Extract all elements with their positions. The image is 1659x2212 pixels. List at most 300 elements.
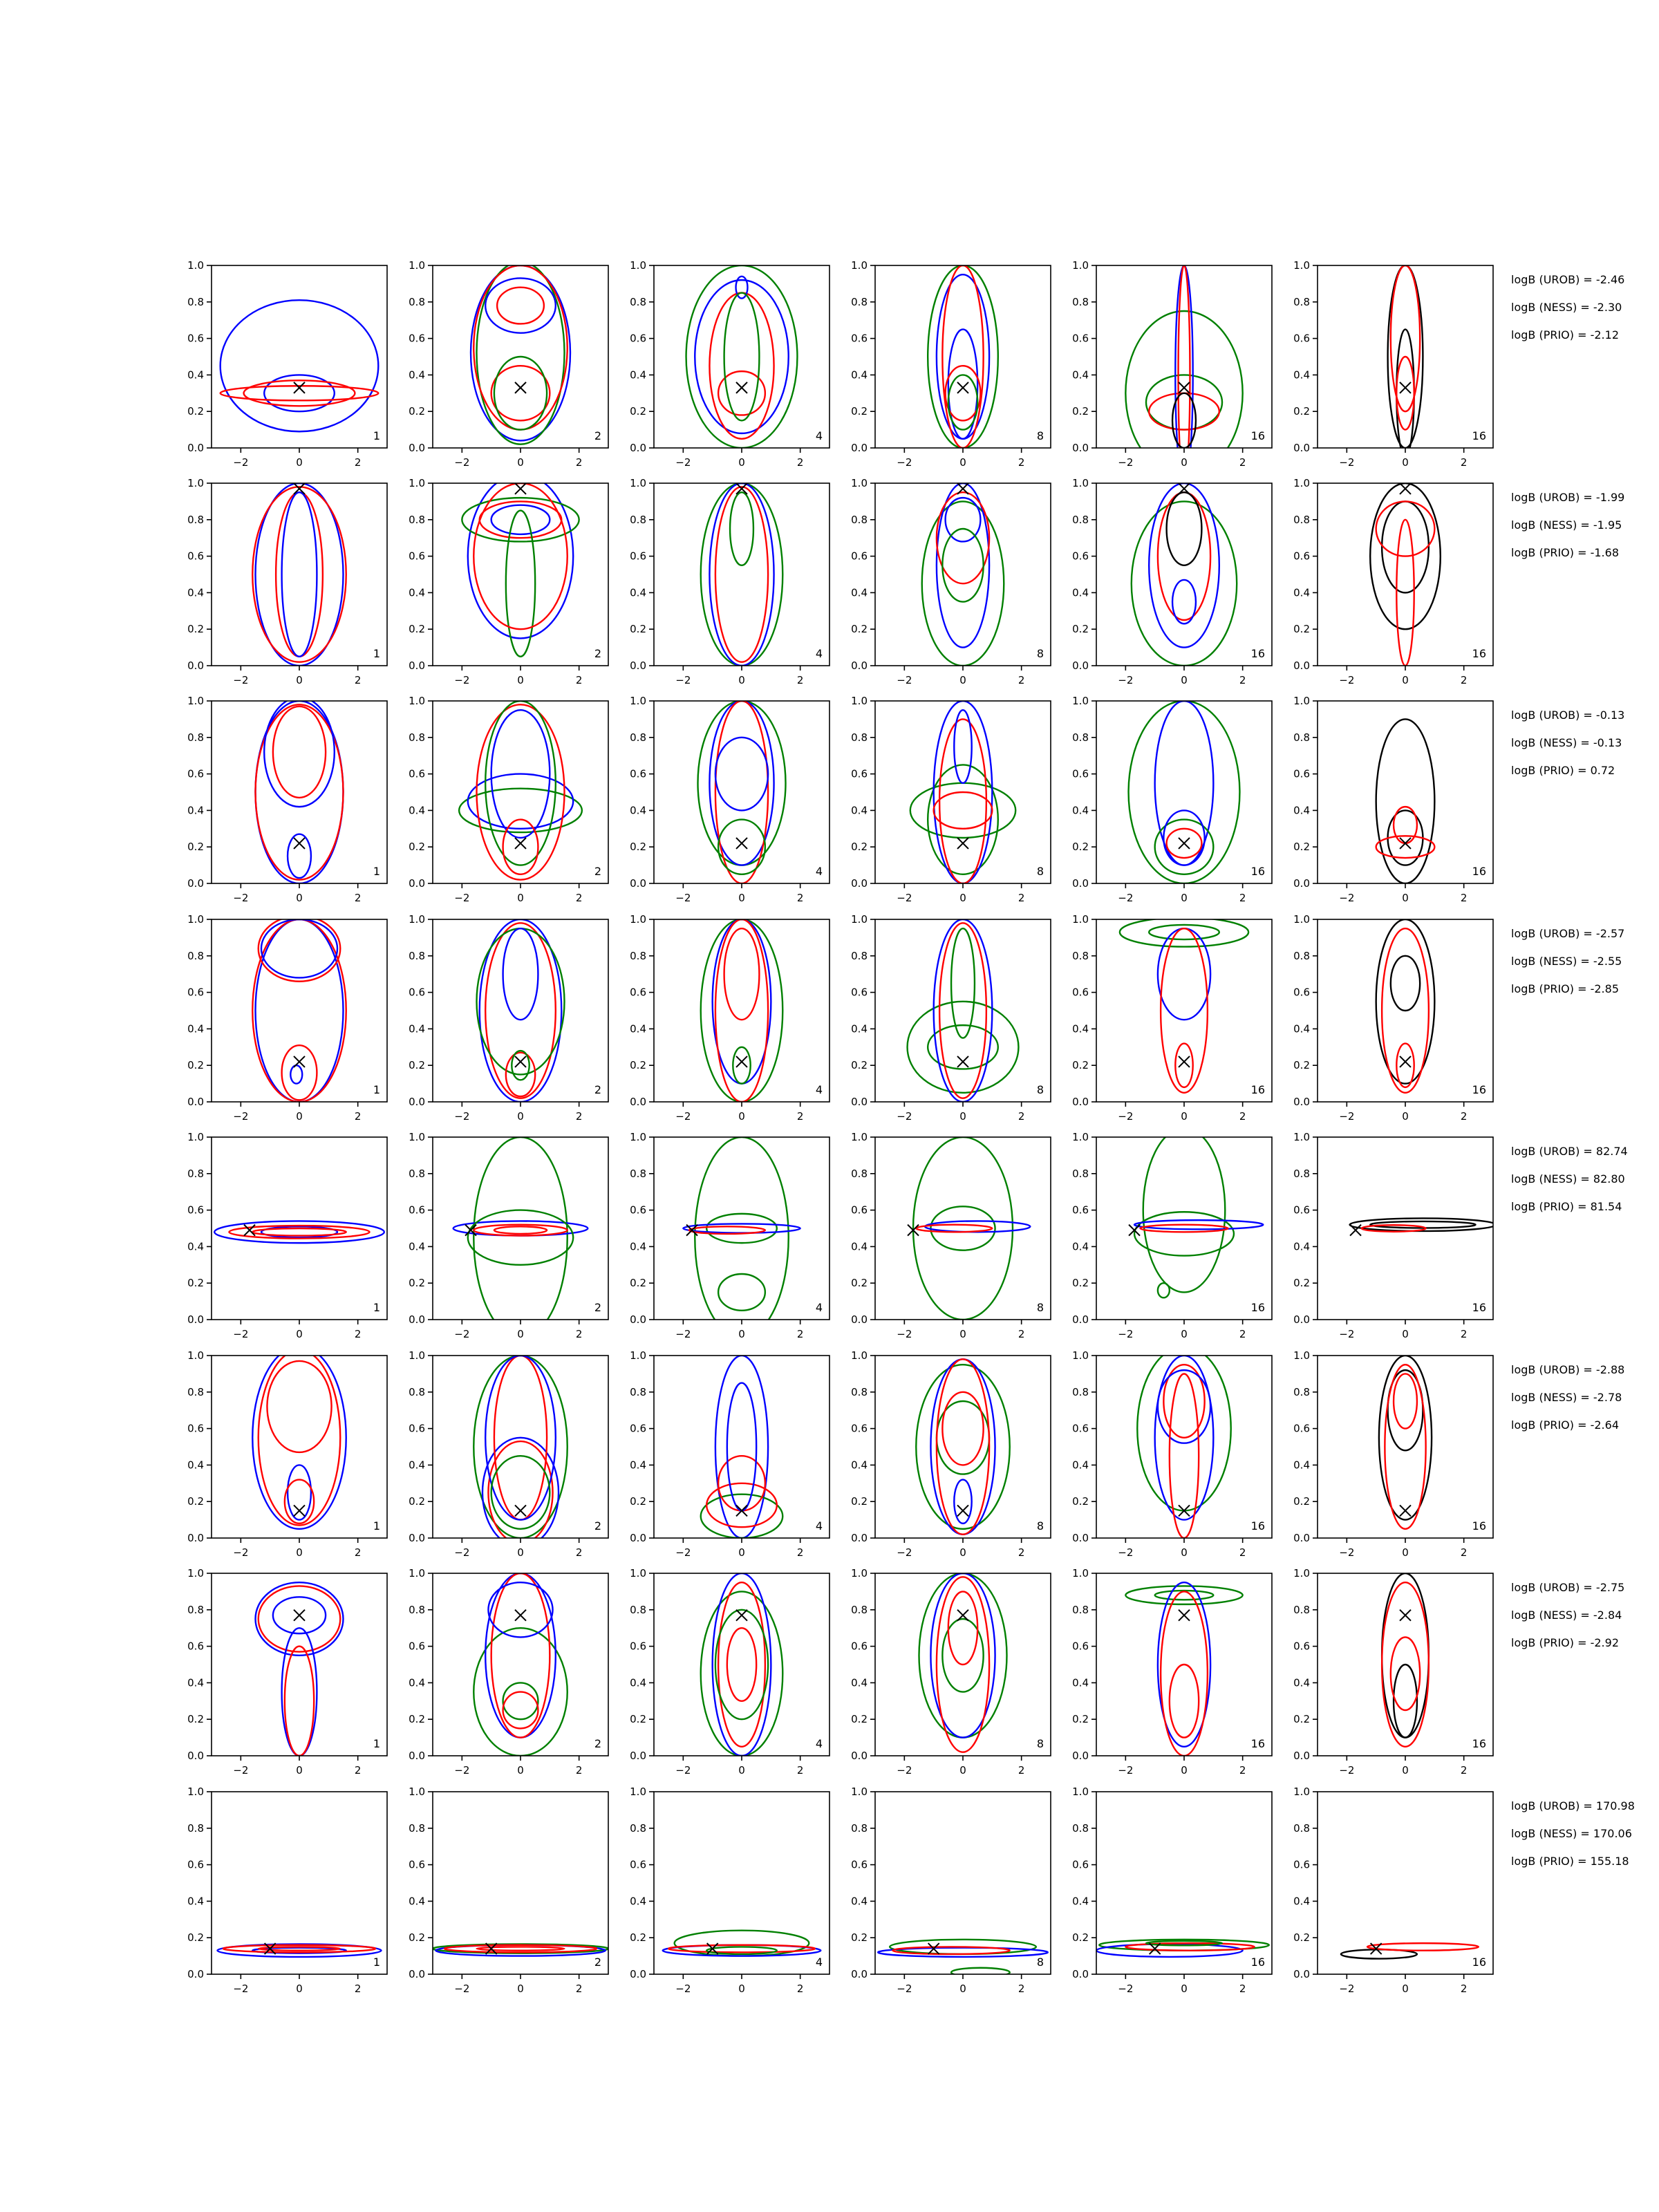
x-tick-label: 2 <box>354 1983 362 1995</box>
panel-label: 8 <box>1036 1956 1044 1969</box>
panel-plot-area <box>1350 1218 1497 1231</box>
contour-red <box>1376 501 1435 556</box>
contour-red <box>937 492 989 583</box>
x-tick-label: 2 <box>1018 674 1025 686</box>
x-tick-label: 0 <box>1181 1546 1188 1559</box>
logb-text: logB (UROB) = 170.98 <box>1511 1799 1635 1812</box>
panel-r8-c2 <box>409 1785 608 1995</box>
x-tick-label: 2 <box>796 674 804 686</box>
panel-r7-c6 <box>1293 1567 1493 1777</box>
contour-blue <box>214 1221 384 1243</box>
x-tick-label: 2 <box>1018 1328 1025 1340</box>
x-tick-label: 0 <box>959 1546 966 1559</box>
panel-r5-c5 <box>1072 1128 1272 1340</box>
contour-red <box>1391 265 1420 411</box>
panel-r8-c3 <box>630 1785 830 1995</box>
x-tick-label: −2 <box>897 1764 912 1777</box>
x-tick-label: −2 <box>675 456 691 469</box>
x-tick-label: −2 <box>1339 1764 1355 1777</box>
y-tick-label: 0.2 <box>187 1713 204 1726</box>
y-tick-label: 0.6 <box>409 1858 425 1871</box>
panel-plot-area <box>471 262 570 444</box>
x-tick-label: −2 <box>897 674 912 686</box>
y-tick-label: 0.2 <box>630 623 646 636</box>
contour-red <box>939 719 986 883</box>
y-tick-label: 0.0 <box>187 659 204 672</box>
x-tick-label: 2 <box>575 1110 583 1123</box>
y-tick-label: 0.6 <box>187 550 204 563</box>
y-tick-label: 0.8 <box>851 1167 868 1180</box>
x-tick-label: 0 <box>738 1546 745 1559</box>
y-tick-label: 0.2 <box>187 1277 204 1290</box>
contour-blue <box>503 928 538 1020</box>
contour-blue <box>485 278 556 332</box>
x-tick-label: 2 <box>1239 1546 1246 1559</box>
x-tick-label: 0 <box>517 674 524 686</box>
y-tick-label: 0.2 <box>187 841 204 854</box>
x-tick-label: −2 <box>897 1328 912 1340</box>
y-tick-label: 0.8 <box>630 1167 646 1180</box>
y-tick-label: 0.8 <box>1293 513 1310 526</box>
panel-label: 8 <box>1036 647 1044 660</box>
panel-plot-area <box>910 701 1015 883</box>
x-tick-label: 2 <box>1239 1328 1246 1340</box>
contour-blue <box>282 1628 317 1756</box>
x-tick-label: 2 <box>354 1328 362 1340</box>
panel-plot-area <box>1379 1356 1432 1529</box>
contour-green <box>919 1573 1007 1738</box>
y-tick-label: 0.4 <box>851 368 868 382</box>
contour-green <box>695 1137 788 1338</box>
x-tick-label: 2 <box>1460 1764 1468 1777</box>
x-tick-label: 2 <box>354 456 362 469</box>
panel-label: 2 <box>594 865 601 878</box>
panel-r5-c6 <box>1293 1131 1496 1340</box>
y-tick-label: 0.0 <box>1072 659 1089 672</box>
x-tick-label: 2 <box>1460 456 1468 469</box>
y-tick-label: 0.8 <box>187 1385 204 1398</box>
panel-plot-area <box>453 1137 588 1338</box>
y-tick-label: 1.0 <box>851 913 868 926</box>
y-tick-label: 1.0 <box>1293 695 1310 707</box>
y-tick-label: 0.0 <box>1293 1968 1310 1980</box>
x-tick-label: −2 <box>1118 1328 1134 1340</box>
x-tick-label: −2 <box>233 892 249 904</box>
contour-red <box>939 923 986 1098</box>
y-tick-label: 0.2 <box>851 1931 868 1944</box>
x-tick-label: 0 <box>738 674 745 686</box>
x-tick-label: 0 <box>1402 1764 1409 1777</box>
contour-black <box>1382 1573 1429 1738</box>
logb-text: logB (NESS) = 170.06 <box>1511 1827 1632 1840</box>
x-tick-label: 0 <box>1402 674 1409 686</box>
contour-blue <box>256 1582 344 1656</box>
contour-red <box>724 928 760 1020</box>
y-tick-label: 0.6 <box>1293 332 1310 345</box>
contour-green <box>1125 1586 1242 1604</box>
y-tick-label: 0.4 <box>409 1240 425 1253</box>
axes-frame <box>654 1573 830 1756</box>
y-tick-label: 0.8 <box>630 1385 646 1398</box>
contour-black <box>1382 501 1429 592</box>
panel-r6-c3 <box>630 1349 830 1559</box>
x-tick-label: 2 <box>1018 892 1025 904</box>
panel-r4-c1 <box>187 913 387 1123</box>
y-tick-label: 0.2 <box>630 1059 646 1072</box>
logb-text: logB (PRIO) = 155.18 <box>1511 1855 1629 1868</box>
x-tick-label: −2 <box>233 1110 249 1123</box>
panel-r8-c5 <box>1072 1785 1272 1995</box>
y-tick-label: 0.4 <box>409 1895 425 1908</box>
y-tick-label: 0.0 <box>187 877 204 890</box>
axes-frame <box>212 1573 387 1756</box>
y-tick-label: 0.4 <box>1293 1240 1310 1253</box>
panel-plot-area <box>1376 719 1435 883</box>
y-tick-label: 0.4 <box>187 1240 204 1253</box>
panel-plot-area <box>459 701 582 880</box>
panel-label: 2 <box>594 1519 601 1533</box>
y-tick-label: 0.0 <box>409 1968 425 1980</box>
panel-r7-c2 <box>409 1567 608 1777</box>
panel-plot-area <box>1134 1128 1263 1298</box>
x-tick-label: −2 <box>675 1983 691 1995</box>
y-tick-label: 0.4 <box>1293 1022 1310 1035</box>
y-tick-label: 0.8 <box>1072 1821 1089 1835</box>
panel-label: 2 <box>594 647 601 660</box>
y-tick-label: 0.0 <box>1293 1750 1310 1762</box>
panel-r3-c1 <box>187 695 387 904</box>
panel-plot-area <box>686 265 798 448</box>
panel-label: 16 <box>1250 1083 1265 1096</box>
y-tick-label: 0.2 <box>409 623 425 636</box>
panel-plot-area <box>701 483 783 666</box>
y-tick-label: 0.2 <box>1072 1713 1089 1726</box>
x-tick-label: −2 <box>1118 892 1134 904</box>
panel-plot-area <box>1137 1347 1230 1538</box>
y-tick-label: 0.0 <box>851 1532 868 1544</box>
panel-label: 1 <box>373 647 380 660</box>
x-tick-label: −2 <box>897 892 912 904</box>
panel-label: 1 <box>373 429 380 442</box>
y-tick-label: 0.4 <box>851 586 868 599</box>
panel-plot-area <box>252 916 346 1102</box>
panel-label: 16 <box>1472 647 1486 660</box>
y-tick-label: 0.6 <box>409 767 425 780</box>
contour-green <box>1143 1128 1226 1293</box>
y-tick-label: 0.8 <box>409 1603 425 1616</box>
panel-plot-area <box>1125 1582 1242 1756</box>
y-tick-label: 0.0 <box>630 1532 646 1544</box>
y-tick-label: 0.0 <box>851 1096 868 1108</box>
y-tick-label: 0.8 <box>409 295 425 308</box>
panel-r2-c3 <box>630 477 830 686</box>
panel-plot-area <box>256 1582 344 1756</box>
y-tick-label: 0.8 <box>409 1385 425 1398</box>
logb-text: logB (PRIO) = -1.68 <box>1511 546 1619 559</box>
y-tick-label: 0.2 <box>1293 1713 1310 1726</box>
x-tick-label: −2 <box>675 1110 691 1123</box>
y-tick-label: 0.6 <box>630 332 646 345</box>
contour-red <box>252 487 346 662</box>
x-tick-label: 0 <box>959 456 966 469</box>
y-tick-label: 0.0 <box>1072 442 1089 454</box>
x-tick-label: 0 <box>1402 892 1409 904</box>
y-tick-label: 0.2 <box>187 1059 204 1072</box>
x-tick-label: −2 <box>233 674 249 686</box>
x-tick-label: 2 <box>1239 892 1246 904</box>
y-tick-label: 1.0 <box>630 1349 646 1362</box>
panel-label: 1 <box>373 1519 380 1533</box>
y-tick-label: 0.4 <box>630 368 646 382</box>
x-tick-label: 0 <box>1181 456 1188 469</box>
x-tick-label: 2 <box>354 674 362 686</box>
contour-red <box>1376 836 1435 858</box>
y-tick-label: 0.2 <box>851 1713 868 1726</box>
contour-green <box>1155 820 1214 874</box>
contour-green <box>1149 925 1219 939</box>
panel-r7-c5 <box>1072 1567 1272 1777</box>
x-tick-label: 2 <box>1460 674 1468 686</box>
y-tick-label: 0.6 <box>630 767 646 780</box>
x-tick-label: 0 <box>959 1983 966 1995</box>
x-tick-label: 2 <box>1239 1983 1246 1995</box>
contour-red <box>1170 1374 1199 1538</box>
y-tick-label: 0.4 <box>630 804 646 817</box>
y-tick-label: 0.6 <box>1293 1858 1310 1871</box>
panel-label: 1 <box>373 1301 380 1314</box>
panel-plot-area <box>698 701 786 883</box>
contour-green <box>948 375 977 429</box>
x-tick-label: −2 <box>675 674 691 686</box>
panel-r4-c5 <box>1072 913 1272 1123</box>
x-tick-label: 0 <box>959 1764 966 1777</box>
y-tick-label: 1.0 <box>1293 477 1310 489</box>
contour-blue <box>1163 810 1204 865</box>
x-tick-label: −2 <box>1118 456 1134 469</box>
y-tick-label: 1.0 <box>630 913 646 926</box>
contour-blue <box>288 834 311 878</box>
panel-label: 16 <box>1250 1956 1265 1969</box>
panel-label: 16 <box>1250 865 1265 878</box>
y-tick-label: 0.8 <box>851 949 868 962</box>
panel-label: 4 <box>815 1083 823 1096</box>
y-tick-label: 0.0 <box>630 877 646 890</box>
x-tick-label: 2 <box>796 1546 804 1559</box>
axes-frame <box>1096 1792 1272 1974</box>
contour-red <box>491 366 550 420</box>
logb-text: logB (NESS) = -2.84 <box>1511 1609 1622 1622</box>
y-tick-label: 0.6 <box>409 1203 425 1217</box>
contour-green <box>951 928 975 1038</box>
y-tick-label: 0.8 <box>851 1385 868 1398</box>
y-tick-label: 1.0 <box>187 913 204 926</box>
y-tick-label: 1.0 <box>1072 259 1089 272</box>
y-tick-label: 0.4 <box>1072 368 1089 382</box>
axes-frame <box>875 919 1051 1102</box>
contour-green <box>724 293 760 421</box>
panel-r3-c2 <box>409 695 608 904</box>
panel-label: 16 <box>1472 865 1486 878</box>
panel-plot-area <box>878 1940 1048 1977</box>
y-tick-label: 1.0 <box>409 1785 425 1798</box>
y-tick-label: 1.0 <box>187 1131 204 1143</box>
y-tick-label: 0.0 <box>851 877 868 890</box>
contour-red <box>491 1573 550 1738</box>
x-tick-label: −2 <box>454 1983 470 1995</box>
y-tick-label: 0.4 <box>630 1676 646 1689</box>
y-tick-label: 0.6 <box>630 986 646 999</box>
x-tick-label: −2 <box>1339 892 1355 904</box>
panel-r6-c1 <box>187 1347 387 1559</box>
panel-r5-c4 <box>851 1131 1051 1340</box>
contour-green <box>701 1494 783 1538</box>
contour-blue <box>491 505 550 534</box>
y-tick-label: 1.0 <box>187 1567 204 1580</box>
contour-blue <box>282 492 317 657</box>
x-tick-label: 2 <box>1239 1110 1246 1123</box>
logb-text: logB (UROB) = -0.13 <box>1511 709 1625 722</box>
axes-frame <box>212 701 387 883</box>
contour-red <box>485 923 556 1098</box>
axes-frame <box>654 483 830 666</box>
y-tick-label: 0.0 <box>630 1313 646 1326</box>
panel-r5-c1 <box>187 1131 387 1340</box>
panel-label: 16 <box>1250 1737 1265 1750</box>
panel-plot-area <box>701 919 783 1102</box>
y-tick-label: 0.2 <box>1293 623 1310 636</box>
contour-red <box>706 1483 777 1527</box>
y-tick-label: 0.4 <box>851 804 868 817</box>
y-tick-label: 0.6 <box>409 986 425 999</box>
panel-plot-area <box>919 1573 1007 1752</box>
contour-red <box>244 380 355 406</box>
panel-plot-area <box>433 1944 608 1956</box>
y-tick-label: 0.8 <box>187 949 204 962</box>
panel-plot-area <box>1376 919 1435 1093</box>
y-tick-label: 0.0 <box>409 877 425 890</box>
panel-label: 8 <box>1036 1301 1044 1314</box>
axes-frame <box>433 701 608 883</box>
y-tick-label: 0.0 <box>409 1313 425 1326</box>
x-tick-label: −2 <box>233 1764 249 1777</box>
contour-red <box>1385 1365 1425 1529</box>
x-tick-label: 2 <box>354 1764 362 1777</box>
y-tick-label: 1.0 <box>630 259 646 272</box>
y-tick-label: 0.4 <box>851 1240 868 1253</box>
x-tick-label: 2 <box>354 1546 362 1559</box>
x-tick-label: −2 <box>1339 1546 1355 1559</box>
y-tick-label: 1.0 <box>1072 913 1089 926</box>
panel-r3-c6 <box>1293 695 1493 904</box>
y-tick-label: 0.2 <box>851 1495 868 1508</box>
contour-black <box>1394 1665 1417 1738</box>
x-tick-label: 2 <box>575 1328 583 1340</box>
panel-r5-c2 <box>409 1131 608 1340</box>
y-tick-label: 0.6 <box>851 986 868 999</box>
panel-label: 16 <box>1472 1519 1486 1533</box>
y-tick-label: 0.8 <box>1072 1385 1089 1398</box>
axes-frame <box>875 483 1051 666</box>
x-tick-label: 2 <box>575 892 583 904</box>
y-tick-label: 0.6 <box>1072 1640 1089 1653</box>
panel-r1-c5 <box>1072 259 1272 485</box>
panel-r2-c6 <box>1293 477 1493 686</box>
logb-text: logB (PRIO) = -2.85 <box>1511 982 1619 995</box>
y-tick-label: 1.0 <box>1293 1131 1310 1143</box>
x-tick-label: 0 <box>1402 1546 1409 1559</box>
y-tick-label: 0.2 <box>1293 405 1310 418</box>
panel-r8-c1 <box>187 1785 387 1995</box>
contour-green <box>701 483 783 666</box>
x-tick-label: −2 <box>1339 674 1355 686</box>
y-tick-label: 0.6 <box>1293 1422 1310 1435</box>
contour-green <box>1137 1347 1230 1511</box>
x-tick-label: −2 <box>233 456 249 469</box>
y-tick-label: 1.0 <box>409 1567 425 1580</box>
y-tick-label: 0.8 <box>1293 949 1310 962</box>
y-tick-label: 0.6 <box>187 1640 204 1653</box>
contour-blue <box>709 483 774 666</box>
contour-green <box>908 1002 1019 1093</box>
panel-plot-area <box>1382 1573 1429 1747</box>
y-tick-label: 0.4 <box>1072 804 1089 817</box>
y-tick-label: 0.6 <box>630 550 646 563</box>
y-tick-label: 0.4 <box>187 1459 204 1472</box>
y-tick-label: 0.4 <box>1072 1240 1089 1253</box>
panel-r3-c4 <box>851 695 1051 904</box>
contour-green <box>1129 701 1240 883</box>
x-tick-label: 0 <box>1402 1110 1409 1123</box>
y-tick-label: 0.8 <box>409 1167 425 1180</box>
x-tick-label: 2 <box>1018 1983 1025 1995</box>
x-tick-label: 2 <box>575 1546 583 1559</box>
y-tick-label: 0.4 <box>851 1022 868 1035</box>
contour-blue <box>264 697 335 807</box>
y-tick-label: 0.2 <box>187 405 204 418</box>
contour-black <box>1167 492 1202 565</box>
contour-red <box>1396 1044 1414 1087</box>
x-tick-label: −2 <box>1118 674 1134 686</box>
y-tick-label: 0.2 <box>1072 405 1089 418</box>
x-tick-label: 2 <box>575 456 583 469</box>
contour-green <box>477 262 565 444</box>
y-tick-label: 0.2 <box>851 1277 868 1290</box>
axes-frame <box>212 265 387 448</box>
logb-text: logB (PRIO) = 81.54 <box>1511 1200 1622 1213</box>
y-tick-label: 0.2 <box>1293 1495 1310 1508</box>
y-tick-label: 0.0 <box>409 1750 425 1762</box>
y-tick-label: 1.0 <box>851 1349 868 1362</box>
logb-text: logB (UROB) = -1.99 <box>1511 491 1625 504</box>
x-tick-label: 0 <box>738 1983 745 1995</box>
contour-blue <box>290 1065 302 1083</box>
panel-plot-area <box>1132 483 1237 666</box>
contour-red <box>259 916 341 982</box>
contour-blue <box>1158 1370 1210 1443</box>
y-tick-label: 0.6 <box>187 1203 204 1217</box>
y-tick-label: 0.0 <box>630 442 646 454</box>
x-tick-label: 0 <box>738 1764 745 1777</box>
y-tick-label: 0.8 <box>630 731 646 744</box>
y-tick-label: 0.4 <box>1072 1895 1089 1908</box>
contour-red <box>474 265 567 430</box>
panel-label: 16 <box>1472 1956 1486 1969</box>
panel-r3-c5 <box>1072 695 1272 904</box>
y-tick-label: 0.6 <box>187 1858 204 1871</box>
x-tick-label: 0 <box>296 674 303 686</box>
contour-red <box>948 1591 977 1665</box>
x-tick-label: 2 <box>354 1110 362 1123</box>
